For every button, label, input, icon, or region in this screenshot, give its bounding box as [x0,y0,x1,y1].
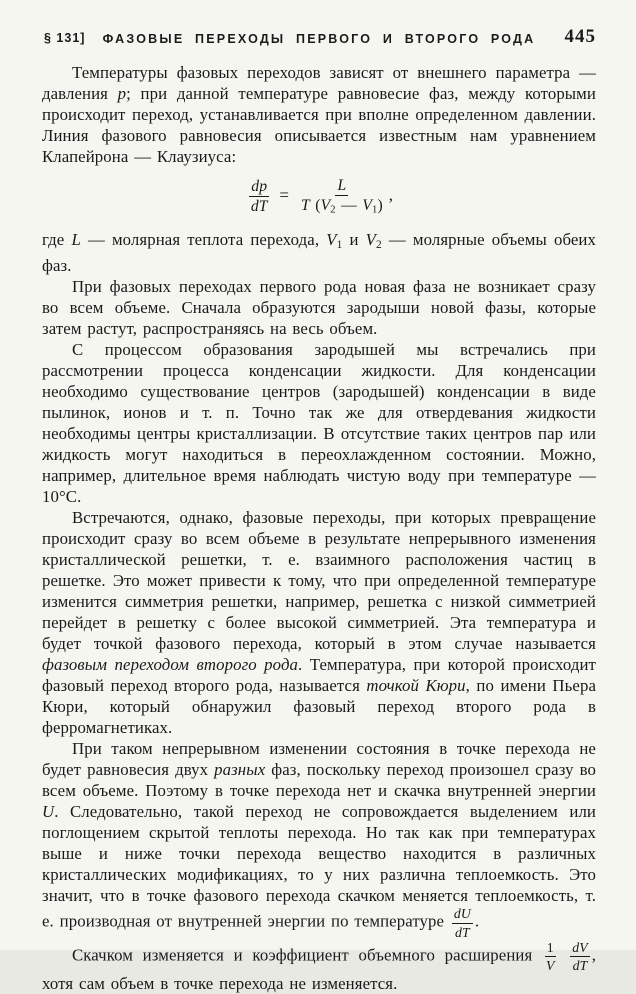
paragraph: Встречаются, однако, фазовые переходы, при которых превращение происходит сразу во всем объеме в результате непрерывного изменения кристаллической решетки, т. е. взаимного расположения частиц в решетке. Это может привести к тому, что при определенной температуре изменится симметрия решетки, например, решетка с низкой симметрией перейдет в решетку с более высокой симметрией. Эта температура и будет точкой фазового перехода, который в этом случае называется фазовым переходом второго рода. Температура, при которой происходит фазовый переход второго рода, называется точкой Кюри, по имени Пьера Кюри, который обнаружил фазовый переход второго рода в ферромагнетиках. [42,508,596,738]
page-header [42,26,596,50]
section-number: § 131] [44,31,86,45]
page-number: 445 [564,26,596,47]
paragraph: С процессом образования зародышей мы встречались при рассмотрении процесса конденсации жидкости. Для конденсации необходимо существование центров (зародышей) конденсации в виде пылинок, ионов и т. п. Точно так же для отвердевания жидкости необходимы центры кристаллизации. В отсутствие таких центров пар или жидкость могут находиться в переохлажденном состоянии. Можно, например, длительное время наблюдать чистую воду при температуре —10°С. [42,340,596,507]
fraction: $\frac{1}{V}$ [546,939,555,973]
paragraph: При фазовых переходах первого рода новая фаза не возникает сразу во всем объеме. Сначала образуются зародыши новой фазы, которые затем растут, распространяясь на весь объем. [42,277,596,339]
paragraph: При таком непрерывном изменении состояния в точке перехода не будет равновесия двух разных фаз, поскольку переход произошел сразу во всем объеме. Поэтому в точке перехода нет и скачка внутренней энергии U. Следовательно, такой переход не сопровождается выделением или поглощением скрытой теплоты перехода. Но так как при температурах выше и ниже точки перехода вещество находится в различных кристаллических модификациях, то у них различна теплоемкость. Это значит, что в точке фазового перехода скачком меняется теплоемкость, т. е. производная от внутренней энергии по температуре $\frac{dU}{dT}$ . [42,739,596,940]
page-body [42,62,596,994]
fraction: $\frac{dU}{dT}$ [453,906,471,940]
running-title: ФАЗОВЫЕ ПЕРЕХОДЫ ПЕРВОГО И ВТОРОГО РОДА [102,32,536,46]
display-equation: $\frac{dp}{dT}$ = $\frac{L}{T (V2 — V1)}$ , [250,177,394,216]
paragraph: Температуры фазовых переходов зависят от внешнего параметра — давления p; при данной температуре равновесие фаз, между которыми происходит переход, устанавливается при вполне определенном давлении. Линия фазового равновесия описывается известным нам уравнением Клапейрона — Клаузиуса: [42,63,596,166]
paragraph: где L — молярная теплота перехода, V1 и V2 — молярные объемы обеих фаз. [42,229,597,276]
fraction: $\frac{L}{T (V2 — V1)}$ [300,177,383,216]
paragraph: Скачком изменяется и коэффициент объемного расширения $\frac{1}{V}$ $\frac{dV}{dT}$ , хотя сам объем в точке перехода не изменяется. [42,939,597,994]
fraction: $\frac{dp}{dT}$ [250,178,268,216]
fraction: $\frac{dV}{dT}$ [572,939,588,973]
